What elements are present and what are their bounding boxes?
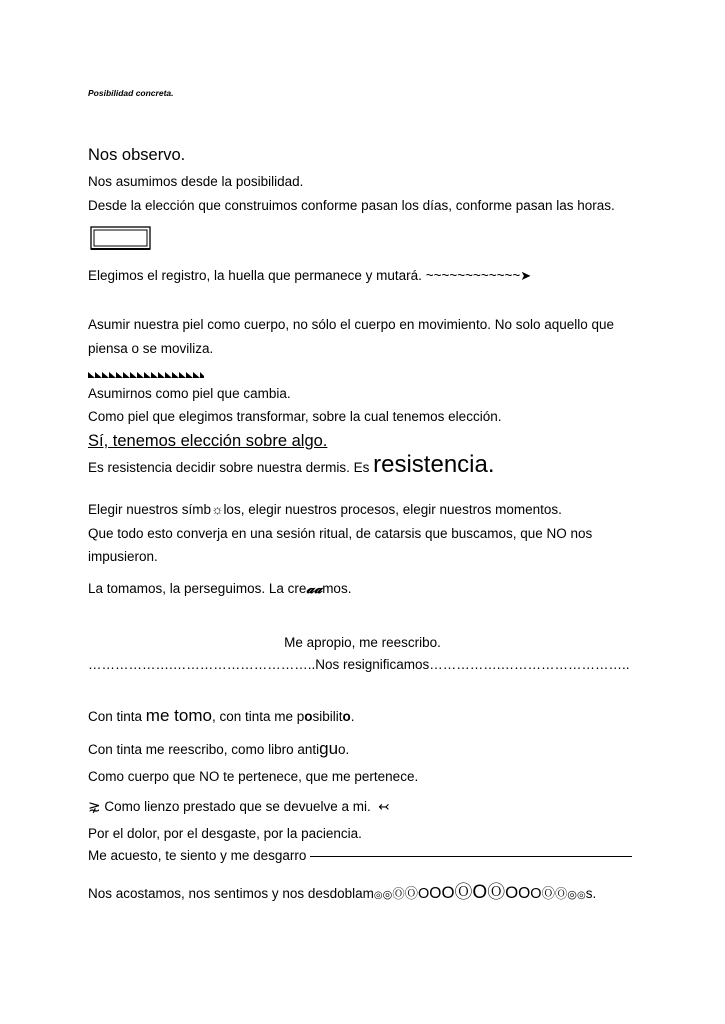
tinta-bold-o-2: o xyxy=(342,709,351,724)
line-me-apropio: Me apropio, me reescribo. xyxy=(284,635,441,650)
line-simbolos xyxy=(88,502,562,517)
dots-right: …………….……………………….. xyxy=(429,657,630,672)
lienzo-text: Como lienzo prestado que se devuelve a mi. xyxy=(100,799,371,814)
line-nos-observo: Nos observo. xyxy=(88,146,186,164)
line-tomamos xyxy=(88,581,351,597)
o-glyph: O xyxy=(530,886,542,902)
tinta-bold-o-1: o xyxy=(304,709,313,724)
tinta-e: sibilit xyxy=(312,709,343,724)
o-glyph: O xyxy=(441,883,455,902)
acostamos-text: Nos acostamos, nos sentimos y nos desdoblam xyxy=(88,886,374,901)
resistencia-intro: Es resistencia decidir sobre nuestra dermis. Es xyxy=(88,460,374,475)
double-frame-symbol xyxy=(90,226,150,250)
o-glyph: Ⓞ xyxy=(487,882,506,902)
o-glyph: Ⓞ xyxy=(554,887,568,901)
tinta-me-tomo: me tomo xyxy=(145,706,212,725)
line-lienzo xyxy=(88,797,390,815)
line-converja: Que todo esto converja en una sesión ritual, de catarsis que buscamos, que NO nos xyxy=(88,526,593,541)
tinta-a: Con tinta xyxy=(88,709,146,724)
line-nos-acostamos xyxy=(88,878,596,904)
tilde-wave: ~~~~~~~~~~~~ xyxy=(425,268,521,283)
o-glyph: ◎ xyxy=(576,890,586,901)
registro-text: Elegimos el registro, la huella que permanece y mutará. xyxy=(88,268,422,283)
long-rule xyxy=(310,856,632,857)
arrow-left-tail-icon: ↢ xyxy=(378,799,390,814)
o-glyph: ◎ xyxy=(373,890,383,901)
o-glyph: ◎ xyxy=(382,889,393,901)
resistencia-large: resistencia xyxy=(373,451,488,478)
resistencia-period: . xyxy=(487,451,495,478)
libro-a: Con tinta me reescribo, como libro anti xyxy=(88,742,320,757)
gtrsim-icon: ⋧ xyxy=(88,798,101,815)
line-piensa: piensa o se moviliza. xyxy=(88,341,214,356)
o-glyph: O xyxy=(505,883,519,902)
arrow-icon: ➤ xyxy=(520,268,532,283)
line-asumirnos: Asumirnos como piel que cambia. xyxy=(88,386,291,401)
sawtooth-divider xyxy=(88,366,206,384)
o-glyph: Ⓞ xyxy=(454,882,473,902)
acostamos-end: s. xyxy=(585,886,597,901)
simbolos-end: los, elegir nuestros procesos, elegir nuestros momentos. xyxy=(223,502,562,517)
o-glyph: Ⓞ xyxy=(392,887,405,901)
line-si-tenemos: Sí, tenemos elección sobre algo. xyxy=(88,432,328,450)
line-piel-cuerpo: Asumir nuestra piel como cuerpo, no sólo el cuerpo en movimiento. No solo aquello que xyxy=(88,317,615,332)
line-eleccion: Desde la elección que construimos conforme pasan los días, conforme pasan las horas. xyxy=(88,198,615,213)
tinta-g: . xyxy=(350,709,355,724)
line-resignificamos xyxy=(88,657,630,672)
line-resistencia xyxy=(88,451,495,479)
o-glyph: O xyxy=(418,886,430,902)
tomamos-start: La tomamos, la perseguimos. La cre xyxy=(88,581,307,596)
line-con-tinta-tomo xyxy=(88,706,355,726)
tomamos-end: mos. xyxy=(322,581,352,596)
line-asumimos: Nos asumimos desde la posibilidad. xyxy=(88,174,304,189)
o-glyph: ◎ xyxy=(567,889,577,901)
line-reescribo-libro xyxy=(88,739,349,759)
line-no-te-pertenece: Como cuerpo que NO te pertenece, que me pertenece. xyxy=(88,769,419,784)
line-por-el-dolor: Por el dolor, por el desgaste, por la paciencia. xyxy=(88,826,362,841)
simbolos-start: Elegir nuestros símb xyxy=(88,502,212,517)
acuesto-text: Me acuesto, te siento y me desgarro xyxy=(88,848,307,863)
line-transformar: Como piel que elegimos transformar, sobre la cual tenemos elección. xyxy=(88,409,502,424)
dots-left: ……………….…………………………..Nos resignificamos xyxy=(88,657,430,672)
line-impusieron: impusieron. xyxy=(88,549,158,564)
tinta-c: , con tinta me p xyxy=(211,709,305,724)
o-glyph: Ⓞ xyxy=(404,886,419,901)
o-glyph: O xyxy=(472,882,488,903)
line-registro xyxy=(88,268,531,284)
growing-o-sequence xyxy=(373,882,586,903)
libro-gu: gu xyxy=(319,739,339,758)
sun-icon: ☼ xyxy=(211,502,224,517)
libro-c: o. xyxy=(338,742,350,757)
line-me-acuesto xyxy=(88,848,632,863)
script-aa: 𝓪𝓪 xyxy=(306,581,323,597)
o-glyph: O xyxy=(518,885,531,902)
o-glyph: O xyxy=(429,885,442,902)
document-heading: Posibilidad concreta. xyxy=(88,88,174,98)
o-glyph: Ⓞ xyxy=(541,886,555,901)
